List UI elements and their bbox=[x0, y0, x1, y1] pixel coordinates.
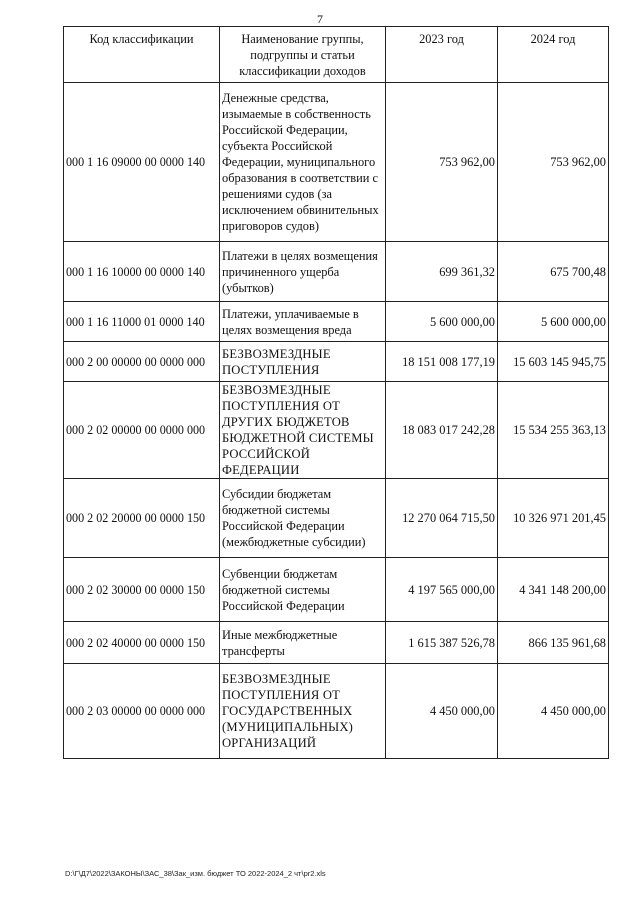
row-value-2024: 866 135 961,68 bbox=[498, 622, 609, 664]
row-name: Субсидии бюджетам бюджетной системы Российской Федерации (межбюджетные субсидии) bbox=[220, 479, 386, 558]
row-name: Платежи, уплачиваемые в целях возмещения вреда bbox=[220, 302, 386, 342]
row-value-2023: 4 450 000,00 bbox=[386, 664, 498, 759]
file-path-footer: D:\Г\Д7\2022\ЗАКОНЫ\ЗАС_38\Зак_изм. бюджет ТО 2022-2024_2 чт\pr2.xls bbox=[65, 869, 326, 878]
row-value-2023: 18 083 017 242,28 bbox=[386, 382, 498, 479]
row-name: БЕЗВОЗМЕЗДНЫЕ ПОСТУПЛЕНИЯ ОТ ДРУГИХ БЮДЖЕТОВ БЮДЖЕТНОЙ СИСТЕМЫ РОССИЙСКОЙ ФЕДЕРАЦИИ bbox=[220, 382, 386, 479]
row-value-2023: 5 600 000,00 bbox=[386, 302, 498, 342]
row-code: 000 2 02 00000 00 0000 000 bbox=[64, 382, 220, 479]
row-code: 000 2 02 40000 00 0000 150 bbox=[64, 622, 220, 664]
row-code: 000 2 02 20000 00 0000 150 bbox=[64, 479, 220, 558]
row-value-2024: 4 341 148 200,00 bbox=[498, 558, 609, 622]
table-row bbox=[64, 622, 609, 664]
row-value-2023: 1 615 387 526,78 bbox=[386, 622, 498, 664]
row-name: Иные межбюджетные трансферты bbox=[220, 622, 386, 664]
row-name: Платежи в целях возмещения причиненного ущерба (убытков) bbox=[220, 242, 386, 302]
row-value-2024: 15 603 145 945,75 bbox=[498, 342, 609, 382]
table-row bbox=[64, 302, 609, 342]
row-code: 000 1 16 09000 00 0000 140 bbox=[64, 83, 220, 242]
row-name: БЕЗВОЗМЕЗДНЫЕ ПОСТУПЛЕНИЯ bbox=[220, 342, 386, 382]
header-name: Наименование группы, подгруппы и статьи классификации доходов bbox=[220, 27, 386, 83]
header-code: Код классификации bbox=[64, 27, 220, 83]
row-value-2024: 675 700,48 bbox=[498, 242, 609, 302]
row-value-2023: 699 361,32 bbox=[386, 242, 498, 302]
row-value-2024: 5 600 000,00 bbox=[498, 302, 609, 342]
row-value-2023: 18 151 008 177,19 bbox=[386, 342, 498, 382]
row-value-2023: 753 962,00 bbox=[386, 83, 498, 242]
table-row bbox=[64, 558, 609, 622]
row-name: Денежные средства, изымаемые в собственность Российской Федерации, субъекта Российской Федерации, муниципального образования в соответствии с решениями судов (за исключением обвинительных приговоров судов) bbox=[220, 83, 386, 242]
row-code: 000 2 02 30000 00 0000 150 bbox=[64, 558, 220, 622]
row-name: Субвенции бюджетам бюджетной системы Российской Федерации bbox=[220, 558, 386, 622]
table-row bbox=[64, 342, 609, 382]
row-code: 000 2 03 00000 00 0000 000 bbox=[64, 664, 220, 759]
table-row bbox=[64, 83, 609, 242]
row-value-2023: 4 197 565 000,00 bbox=[386, 558, 498, 622]
row-value-2023: 12 270 064 715,50 bbox=[386, 479, 498, 558]
revenue-classification-table bbox=[63, 26, 609, 759]
row-code: 000 2 00 00000 00 0000 000 bbox=[64, 342, 220, 382]
row-value-2024: 753 962,00 bbox=[498, 83, 609, 242]
table-row bbox=[64, 242, 609, 302]
page-number: 7 bbox=[317, 12, 323, 26]
table-row bbox=[64, 382, 609, 479]
row-value-2024: 4 450 000,00 bbox=[498, 664, 609, 759]
row-value-2024: 15 534 255 363,13 bbox=[498, 382, 609, 479]
header-year-2023: 2023 год bbox=[386, 27, 498, 83]
table-row bbox=[64, 664, 609, 759]
row-code: 000 1 16 11000 01 0000 140 bbox=[64, 302, 220, 342]
row-name: БЕЗВОЗМЕЗДНЫЕ ПОСТУПЛЕНИЯ ОТ ГОСУДАРСТВЕННЫХ (МУНИЦИПАЛЬНЫХ) ОРГАНИЗАЦИЙ bbox=[220, 664, 386, 759]
header-year-2024: 2024 год bbox=[498, 27, 609, 83]
row-value-2024: 10 326 971 201,45 bbox=[498, 479, 609, 558]
table-row bbox=[64, 479, 609, 558]
row-code: 000 1 16 10000 00 0000 140 bbox=[64, 242, 220, 302]
